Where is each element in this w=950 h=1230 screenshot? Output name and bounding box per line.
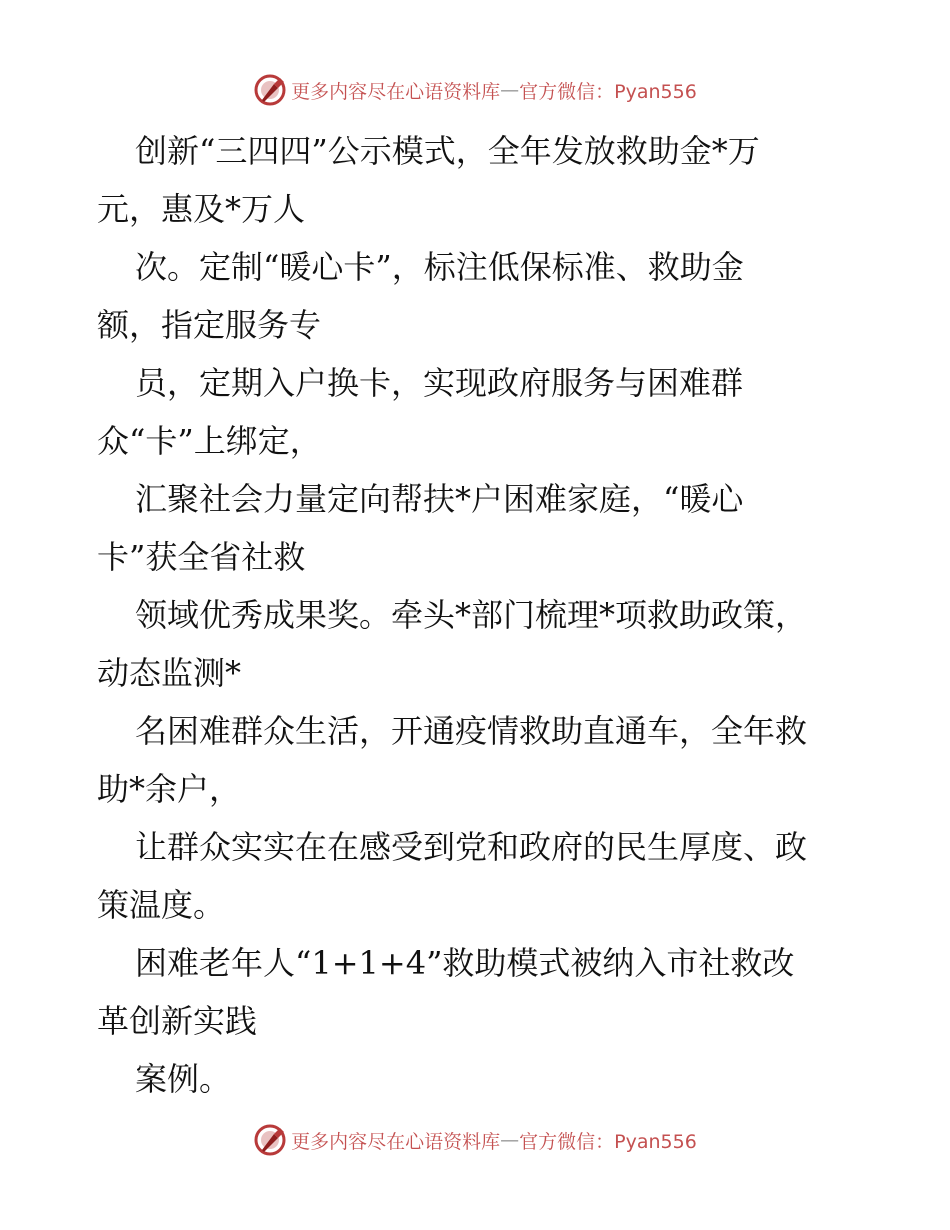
pen-nib-logo-icon	[253, 1123, 287, 1157]
body-line: 汇聚社会力量定向帮扶*户困难家庭，“暖心	[135, 480, 744, 518]
body-line: 困难老年人“1+1+4”救助模式被纳入市社救改	[135, 944, 795, 982]
banner-title: 更多内容尽在心语资料库	[291, 1130, 501, 1153]
document-body	[97, 122, 917, 1108]
banner-wechat-handle: 官方微信：Pyan556	[519, 1130, 697, 1153]
body-line: 额，指定服务专	[97, 306, 322, 344]
banner-separator: —	[500, 79, 520, 101]
body-line: 创新“三四四”公示模式，全年发放救助金*万	[135, 132, 760, 170]
body-line: 元，惠及*万人	[97, 190, 306, 228]
banner-separator: —	[500, 1129, 520, 1151]
body-line: 策温度。	[97, 886, 226, 924]
banner-title: 更多内容尽在心语资料库	[291, 80, 501, 103]
body-line: 领域优秀成果奖。牵头*部门梳理*项救助政策，	[135, 596, 808, 634]
body-line: 案例。	[135, 1060, 232, 1098]
body-line: 名困难群众生活，开通疫情救助直通车，全年救	[135, 712, 808, 750]
body-line: 革创新实践	[97, 1002, 258, 1040]
body-line: 员，定期入户换卡，实现政府服务与困难群	[135, 364, 744, 402]
header-watermark-banner	[0, 70, 950, 110]
body-line: 卡”获全省社救	[97, 538, 306, 576]
body-line: 众“卡”上绑定，	[97, 422, 322, 460]
banner-wechat-handle: 官方微信：Pyan556	[519, 80, 697, 103]
body-line: 让群众实实在在感受到党和政府的民生厚度、政	[135, 828, 808, 866]
pen-nib-logo-icon	[253, 73, 287, 107]
footer-watermark-banner	[0, 1120, 950, 1160]
body-line: 次。定制“暖心卡”，标注低保标准、救助金	[135, 248, 744, 286]
body-line: 助*余户，	[97, 770, 242, 808]
body-line: 动态监测*	[97, 654, 242, 692]
